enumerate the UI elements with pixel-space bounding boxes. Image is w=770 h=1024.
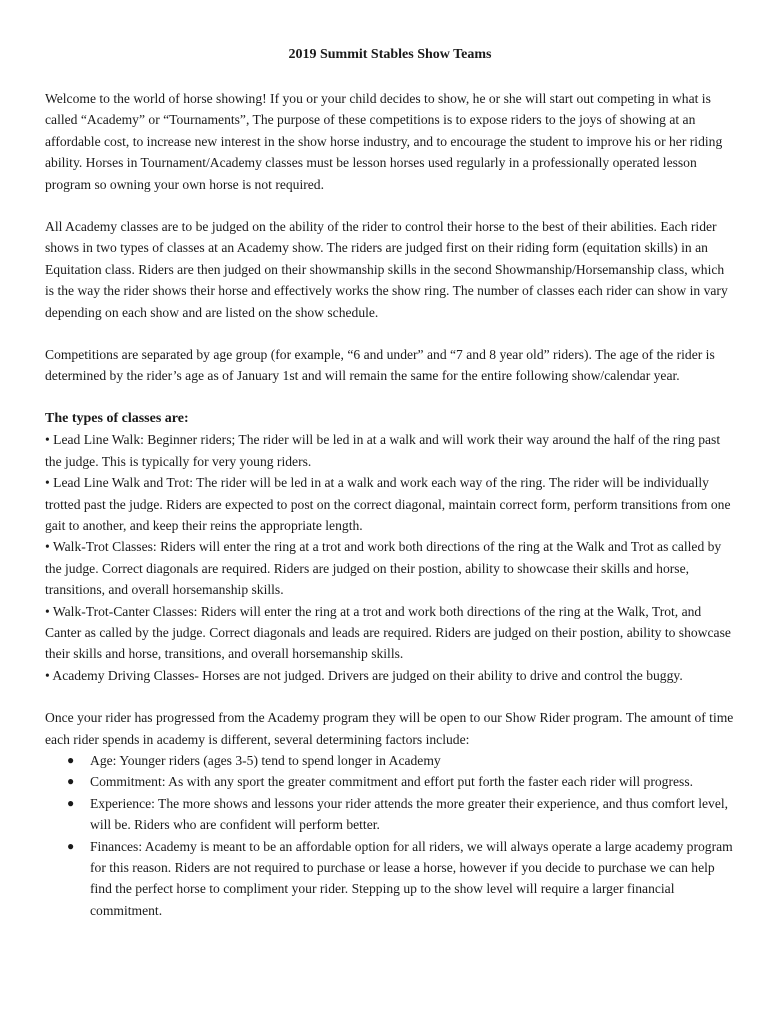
- document-page: [45, 44, 735, 921]
- factor-text: Experience: The more shows and lessons your rider attends the more greater their experience, and thus comfort level, will be. Riders who are confident will perform better.: [90, 795, 729, 833]
- factor-item-finances: [45, 836, 735, 922]
- determining-factors-list: [45, 750, 735, 921]
- bullet-icon: ●: [67, 838, 75, 853]
- intro-paragraph-academy-judging: All Academy classes are to be judged on the ability of the rider to control their horse to the best of their abilities. Each rider shows in two types of classes at an Academy show. The riders are judged first on their riding form (equitation skills) in an Equitation class. Riders are then judged on their showmanship skills in the second Showmanship/Horsemanship class, which is the way the rider shows their horse and effectively works the show ring. The number of classes each rider can show in vary depending on each show and are listed on the show schedule.: [45, 219, 728, 320]
- factor-text: Commitment: As with any sport the greater commitment and effort put forth the faster each rider will progress.: [90, 774, 694, 790]
- intro-paragraph-age-groups: Competitions are separated by age group (for example, “6 and under” and “7 and 8 year old” riders). The age of the rider is determined by the rider’s age as of January 1st and will remain the same for the entire following show/calendar year.: [45, 347, 715, 384]
- class-item-lead-line-walk: • Lead Line Walk: Beginner riders; The rider will be led in at a walk and will work their way around the half of the ring past the judge. This is typically for very young riders.: [45, 432, 721, 469]
- class-item-walk-trot-canter: • Walk-Trot-Canter Classes: Riders will enter the ring at a trot and work both directions of the ring at the Walk, Trot, and Canter as called by the judge. Correct diagonals and leads are required. Riders are judged on their postion, ability to showcase their skills and horse, transitions, and overall horsemanship skills.: [45, 603, 731, 662]
- class-item-academy-driving: • Academy Driving Classes- Horses are not judged. Drivers are judged on their ability to drive and control the buggy.: [45, 667, 683, 683]
- factor-item-age: [45, 750, 735, 771]
- bullet-icon: ●: [67, 752, 75, 767]
- bullet-icon: ●: [67, 774, 75, 789]
- progression-paragraph: Once your rider has progressed from the Academy program they will be open to our Show Rider program. The amount of time each rider spends in academy is different, several determining factors include:: [45, 710, 734, 747]
- class-item-walk-trot: • Walk-Trot Classes: Riders will enter the ring at a trot and work both directions of the ring at the Walk and Trot as called by the judge. Correct diagonals are required. Riders are judged on their postion, ability to showcase their skills and horse, transitions, and overall horsemanship skills.: [45, 539, 722, 598]
- factor-text: Age: Younger riders (ages 3-5) tend to spend longer in Academy: [90, 752, 441, 768]
- document-title: 2019 Summit Stables Show Teams: [288, 47, 492, 62]
- factor-text: Finances: Academy is meant to be an affordable option for all riders, we will always operate a large academy program for this reason. Riders are not required to purchase or lease a horse, however if you decide to purchase we can help find the perfect horse to compliment your rider. Stepping up to the show level will require a larger financial commitment.: [90, 838, 733, 918]
- factor-item-experience: [45, 793, 735, 836]
- bullet-icon: ●: [67, 795, 75, 810]
- class-types-heading: The types of classes are:: [45, 410, 189, 426]
- class-item-lead-line-walk-trot: • Lead Line Walk and Trot: The rider will be led in at a walk and work each way of the ring. The rider will be individually trotted past the judge. Riders are expected to post on the correct diagonal, maintain correct form, perform transitions from one gait to another, and keep their reins the appropriate length.: [45, 475, 731, 533]
- factor-item-commitment: [45, 771, 735, 792]
- class-types-section: [45, 408, 735, 686]
- intro-paragraph-welcome: Welcome to the world of horse showing! If you or your child decides to show, he or she will start out competing in what is called “Academy” or “Tournaments”, The purpose of these competitions is to expose riders to the joys of showing at an affordable cost, to increase new interest in the show horse industry, and to encourage the student to improve his or her riding ability. Horses in Tournament/Academy classes must be lesson horses used regularly in a professionally operated lesson program so owning your own horse is not required.: [45, 91, 723, 192]
